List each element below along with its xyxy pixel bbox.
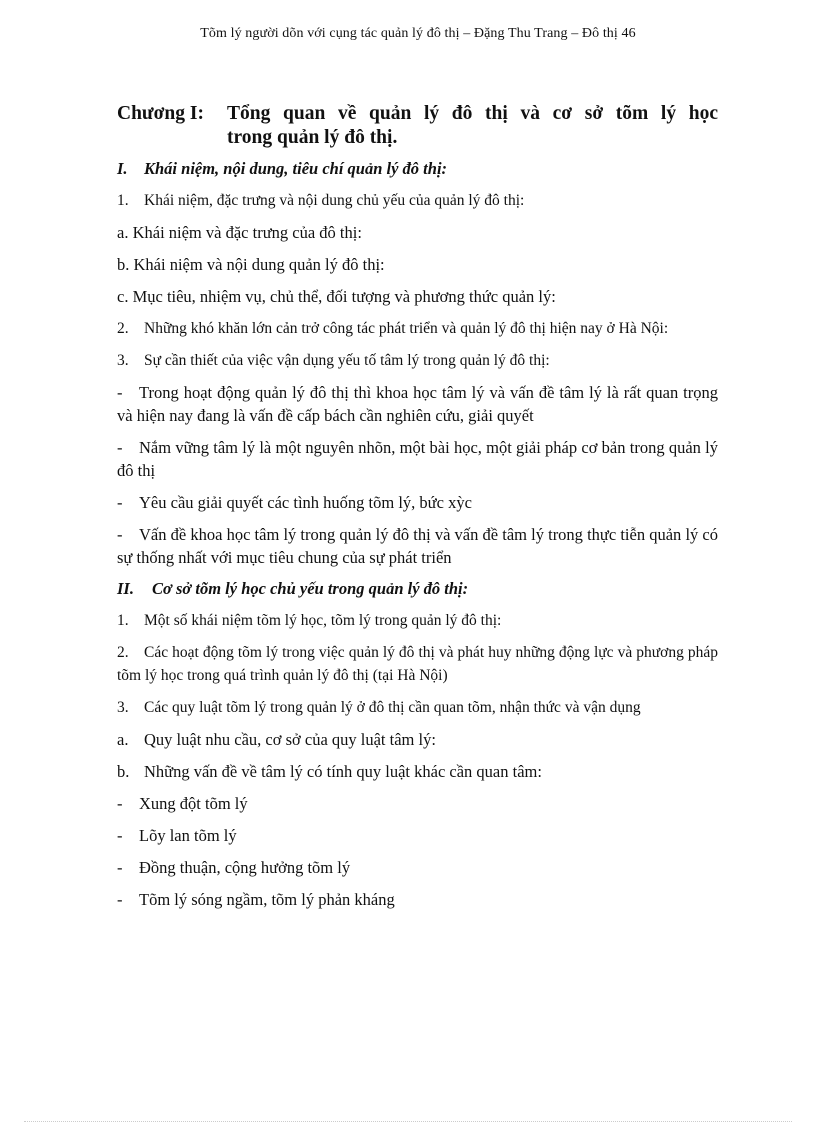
bullet-text: Tõm lý sóng ngầm, tõm lý phản kháng: [139, 890, 395, 909]
section-number: II.: [117, 579, 134, 598]
item-text: Khái niệm, đặc trưng và nội dung chủ yếu của quản lý đô thị:: [144, 192, 525, 209]
chapter-heading: [117, 102, 718, 150]
item-number: 1.: [117, 192, 129, 209]
item-text: Những vấn đề về tâm lý có tính quy luật khác cần quan tâm:: [144, 762, 542, 781]
list-item: [117, 221, 718, 244]
item-text: Các quy luật tõm lý trong quản lý ở đô thị cần quan tõm, nhận thức và vận dụng: [144, 699, 641, 716]
bullet-item: [117, 491, 718, 514]
document-body: [117, 102, 718, 920]
bullet-item: [117, 381, 718, 427]
section-title: Cơ sở tõm lý học chủ yếu trong quản lý đô thị:: [152, 579, 469, 598]
bullet-dash: -: [117, 525, 123, 544]
item-text: Một số khái niệm tõm lý học, tõm lý trong quản lý đô thị:: [144, 612, 502, 629]
bullet-text: Lõy lan tõm lý: [139, 826, 237, 845]
bullet-item: [117, 856, 718, 879]
section-heading-2: [117, 578, 718, 600]
bullet-item: [117, 888, 718, 911]
bullet-dash: -: [117, 890, 123, 909]
list-item: [117, 696, 718, 719]
section-number: I.: [117, 159, 128, 178]
list-item: [117, 728, 718, 751]
bullet-dash: -: [117, 858, 123, 877]
bullet-dash: -: [117, 493, 123, 512]
bullet-text: Trong hoạt động quản lý đô thị thì khoa học tâm lý và vấn đề tâm lý là rất quan trọng và hiện nay đang là vấn đề cấp bách cần nghiên cứu, giải quyết: [117, 383, 718, 425]
item-number: b.: [117, 762, 130, 781]
list-item: [117, 189, 718, 212]
list-item: [117, 285, 718, 308]
item-number: 3.: [117, 699, 129, 716]
item-text: Sự cần thiết của việc vận dụng yếu tố tâm lý trong quản lý đô thị:: [144, 352, 550, 369]
list-item: [117, 317, 718, 340]
chapter-title-line-2: trong quản lý đô thị.: [227, 127, 398, 148]
section-title: Khái niệm, nội dung, tiêu chí quản lý đô thị:: [144, 159, 448, 178]
item-text: Quy luật nhu cầu, cơ sở của quy luật tâm lý:: [144, 730, 436, 749]
item-number: a.: [117, 730, 129, 749]
item-text: a. Khái niệm và đặc trưng của đô thị:: [117, 223, 362, 242]
item-text: Các hoạt động tõm lý trong việc quản lý đô thị và phát huy những động lực và phương pháp tõm lý học trong quá trình quản lý đô thị (tại Hà Nội): [117, 644, 718, 684]
bullet-item: [117, 436, 718, 482]
item-text: c. Mục tiêu, nhiệm vụ, chủ thể, đối tượng và phương thức quản lý:: [117, 287, 556, 306]
bullet-item: [117, 523, 718, 569]
bullet-text: Đồng thuận, cộng hưởng tõm lý: [139, 858, 351, 877]
item-number: 3.: [117, 352, 129, 369]
bullet-text: Yêu cầu giải quyết các tình huống tõm lý, bức xỳc: [139, 493, 472, 512]
item-number: 2.: [117, 644, 129, 661]
bullet-text: Nắm vững tâm lý là một nguyên nhõn, một bài học, một giải pháp cơ bản trong quản lý đô thị: [117, 438, 718, 480]
chapter-title-line-1: Tổng quan về quản lý đô thị và cơ sở tõm lý học: [227, 103, 718, 124]
item-number: 1.: [117, 612, 129, 629]
bullet-text: Vấn đề khoa học tâm lý trong quản lý đô thị và vấn đề tâm lý trong thực tiễn quản lý có sự thống nhất với mục tiêu chung của sự phát triển: [117, 525, 718, 567]
bullet-dash: -: [117, 794, 123, 813]
bullet-item: [117, 792, 718, 815]
bullet-item: [117, 824, 718, 847]
list-item: [117, 253, 718, 276]
bullet-dash: -: [117, 438, 123, 457]
section-heading-1: [117, 158, 718, 180]
bullet-text: Xung đột tõm lý: [139, 794, 248, 813]
item-number: 2.: [117, 320, 129, 337]
list-item: [117, 760, 718, 783]
item-text: Những khó khăn lớn cản trở công tác phát triển và quản lý đô thị hiện nay ở Hà Nội:: [144, 320, 669, 337]
page-header: Tõm lý người dõn với cụng tác quản lý đô thị – Đặng Thu Trang – Đô thị 46: [200, 26, 636, 41]
item-text: b. Khái niệm và nội dung quản lý đô thị:: [117, 255, 385, 274]
chapter-title: [227, 102, 718, 150]
list-item: [117, 349, 718, 372]
bullet-dash: -: [117, 383, 123, 402]
list-item: [117, 609, 718, 632]
page-bottom-divider: [24, 1121, 792, 1122]
chapter-label: Chương I:: [117, 103, 204, 124]
list-item: [117, 641, 718, 687]
bullet-dash: -: [117, 826, 123, 845]
